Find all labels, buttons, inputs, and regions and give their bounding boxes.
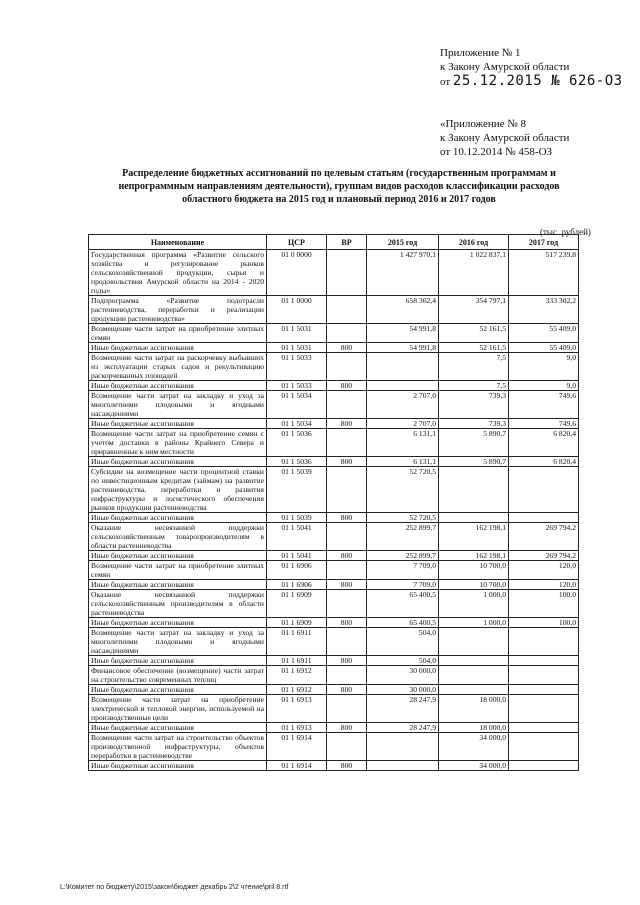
table-row (89, 695, 579, 723)
row-name-cell: Иные бюджетные ассигнования (89, 551, 267, 561)
row-name-cell: Финансовое обеспечение (возмещение) части затрат на строительство современных теплиц (89, 666, 267, 685)
table-row (89, 523, 579, 551)
row-2016-cell: 34 000,0 (439, 733, 509, 761)
row-2015-cell (367, 353, 439, 381)
row-csr-cell: 01 1 6913 (267, 695, 327, 723)
row-2015-cell (367, 733, 439, 761)
table-row (89, 250, 579, 296)
row-vr-cell: 800 (327, 723, 367, 733)
row-2016-cell: 739,3 (439, 391, 509, 419)
row-name-cell: Оказание несвязанной поддержки сельскохозяйственным производителям в области растениеводства (89, 590, 267, 618)
row-2016-cell: 5 890,7 (439, 429, 509, 457)
column-header-vr: ВР (327, 235, 367, 250)
row-2015-cell: 2 707,0 (367, 391, 439, 419)
row-vr-cell (327, 590, 367, 618)
row-vr-cell (327, 666, 367, 685)
row-name-cell: Иные бюджетные ассигнования (89, 513, 267, 523)
column-header-csr: ЦСР (267, 235, 327, 250)
appendix-8-title: «Приложение № 8 (440, 118, 527, 130)
row-csr-cell: 01 1 5041 (267, 523, 327, 551)
row-name-cell: Иные бюджетные ассигнования (89, 618, 267, 628)
row-csr-cell: 01 1 5033 (267, 353, 327, 381)
row-name-cell: Иные бюджетные ассигнования (89, 381, 267, 391)
law-reference-2: к Закону Амурской области (440, 132, 570, 144)
row-name-cell: Государственная программа «Развитие сельского хозяйства и регулирование рынков сельскохозяйственной продукции, сырья и продовольствия Амурской области на 2014 - 2020 годы» (89, 250, 267, 296)
row-vr-cell: 800 (327, 381, 367, 391)
row-2016-cell (439, 628, 509, 656)
row-name-cell: Подпрограмма «Развитие подотрасли растениеводства, переработки и реализации продукции растениеводства» (89, 296, 267, 324)
row-name-cell: Иные бюджетные ассигнования (89, 419, 267, 429)
row-csr-cell: 01 1 5036 (267, 457, 327, 467)
row-2017-cell (509, 695, 579, 723)
row-name-cell: Оказание несвязанной поддержки сельскохозяйственным товаропроизводителям в области растениеводства (89, 523, 267, 551)
table-row (89, 513, 579, 523)
row-2017-cell (509, 761, 579, 771)
table-row (89, 324, 579, 343)
table-row (89, 296, 579, 324)
appendix-1-title: Приложение № 1 (440, 47, 521, 59)
row-csr-cell: 01 0 0000 (267, 250, 327, 296)
unit-label: (тыс. рублей) (540, 227, 591, 237)
row-2017-cell: 120,0 (509, 580, 579, 590)
row-2016-cell: 10 700,0 (439, 561, 509, 580)
row-name-cell: Иные бюджетные ассигнования (89, 457, 267, 467)
row-2017-cell (509, 656, 579, 666)
row-csr-cell: 01 1 5036 (267, 429, 327, 457)
column-header-name: Наименование (89, 235, 267, 250)
row-vr-cell: 800 (327, 419, 367, 429)
row-csr-cell: 01 1 6914 (267, 733, 327, 761)
row-name-cell: Возмещение части затрат на приобретение электрической и тепловой энергии, используемой на производственные цели (89, 695, 267, 723)
table-row (89, 551, 579, 561)
row-name-cell: Иные бюджетные ассигнования (89, 580, 267, 590)
row-2016-cell (439, 685, 509, 695)
row-csr-cell: 01 1 6913 (267, 723, 327, 733)
row-2016-cell: 52 161,5 (439, 324, 509, 343)
row-2015-cell: 6 131,1 (367, 429, 439, 457)
row-csr-cell: 01 1 5039 (267, 467, 327, 513)
row-2017-cell: 333 302,2 (509, 296, 579, 324)
column-header-2016: 2016 год (439, 235, 509, 250)
row-2015-cell: 30 000,0 (367, 666, 439, 685)
row-vr-cell (327, 250, 367, 296)
row-name-cell: Возмещение части затрат на раскорчевку выбывших из эксплуатации старых садов и рекультивацию раскорчеванных площадей (89, 353, 267, 381)
row-2015-cell (367, 381, 439, 391)
row-vr-cell (327, 467, 367, 513)
row-name-cell: Возмещение части затрат на закладку и уход за многолетними плодовыми и ягодными насаждениями (89, 391, 267, 419)
row-2016-cell: 18 000,0 (439, 723, 509, 733)
row-2017-cell (509, 723, 579, 733)
row-2015-cell: 504,0 (367, 628, 439, 656)
row-2016-cell: 354 797,1 (439, 296, 509, 324)
row-2016-cell: 10 700,0 (439, 580, 509, 590)
row-csr-cell: 01 1 5033 (267, 381, 327, 391)
row-name-cell: Возмещение части затрат на приобретение элитных семян (89, 561, 267, 580)
row-name-cell: Возмещение части затрат на приобретение элитных семян (89, 324, 267, 343)
row-2016-cell: 739,3 (439, 419, 509, 429)
row-2016-cell: 52 161,5 (439, 343, 509, 353)
row-2017-cell: 749,6 (509, 419, 579, 429)
row-2015-cell (367, 761, 439, 771)
row-2015-cell: 52 720,5 (367, 513, 439, 523)
header-block-appendix-8 (440, 117, 569, 159)
row-2016-cell: 1 000,0 (439, 590, 509, 618)
row-vr-cell (327, 296, 367, 324)
row-2017-cell: 517 239,8 (509, 250, 579, 296)
budget-table (88, 234, 579, 771)
table-row (89, 391, 579, 419)
row-2016-cell: 1 000,0 (439, 618, 509, 628)
row-vr-cell: 800 (327, 343, 367, 353)
row-vr-cell (327, 324, 367, 343)
row-2017-cell: 9,0 (509, 353, 579, 381)
row-2017-cell (509, 628, 579, 656)
row-2016-cell: 162 198,1 (439, 551, 509, 561)
table-row (89, 561, 579, 580)
row-name-cell: Субсидии на возмещение части процентной ставки по инвестиционным кредитам (займам) на развитие растениеводства, переработки и развития инфраструктуры и логистического обеспечения рынков продукции растениеводства (89, 467, 267, 513)
row-2016-cell (439, 467, 509, 513)
row-name-cell: Возмещение части затрат на приобретение семян с учетом доставки в районы Крайнего Севера и приравненные к ним местности (89, 429, 267, 457)
row-vr-cell (327, 733, 367, 761)
row-2016-cell: 7,5 (439, 381, 509, 391)
row-csr-cell: 01 1 6906 (267, 561, 327, 580)
row-2017-cell: 100,0 (509, 618, 579, 628)
row-2016-cell (439, 656, 509, 666)
row-vr-cell: 800 (327, 551, 367, 561)
row-name-cell: Иные бюджетные ассигнования (89, 685, 267, 695)
row-vr-cell (327, 353, 367, 381)
row-2015-cell: 6 131,1 (367, 457, 439, 467)
row-2017-cell: 749,6 (509, 391, 579, 419)
law-date-2: от 10.12.2014 № 458-ОЗ (440, 146, 553, 158)
row-2015-cell: 7 709,0 (367, 580, 439, 590)
row-vr-cell (327, 391, 367, 419)
row-2017-cell (509, 685, 579, 695)
header-block-appendix-1 (440, 46, 623, 89)
row-2015-cell: 2 707,0 (367, 419, 439, 429)
row-2016-cell: 18 000,0 (439, 695, 509, 723)
row-vr-cell (327, 523, 367, 551)
row-2016-cell: 7,5 (439, 353, 509, 381)
row-2015-cell: 52 720,5 (367, 467, 439, 513)
row-2017-cell (509, 513, 579, 523)
law-date-1 (440, 74, 623, 89)
table-row (89, 580, 579, 590)
table-row (89, 628, 579, 656)
row-csr-cell: 01 1 6909 (267, 618, 327, 628)
table-row (89, 761, 579, 771)
row-csr-cell: 01 1 6911 (267, 656, 327, 666)
table-row (89, 429, 579, 457)
table-row (89, 666, 579, 685)
row-csr-cell: 01 1 0000 (267, 296, 327, 324)
row-2015-cell: 28 247,9 (367, 723, 439, 733)
table-row (89, 685, 579, 695)
row-2017-cell: 6 820,4 (509, 429, 579, 457)
row-2016-cell: 5 890,7 (439, 457, 509, 467)
row-name-cell: Иные бюджетные ассигнования (89, 723, 267, 733)
row-vr-cell: 800 (327, 685, 367, 695)
row-csr-cell: 01 1 5031 (267, 343, 327, 353)
row-vr-cell: 800 (327, 761, 367, 771)
row-csr-cell: 01 1 5031 (267, 324, 327, 343)
law-reference-1: к Закону Амурской области (440, 61, 570, 73)
law-date-number: 25.12.2015 № 626-ОЗ (452, 73, 623, 89)
row-2017-cell: 9,0 (509, 381, 579, 391)
row-csr-cell: 01 1 5034 (267, 419, 327, 429)
column-header-2015: 2015 год (367, 235, 439, 250)
table-row (89, 656, 579, 666)
row-vr-cell (327, 561, 367, 580)
row-2015-cell: 30 000,0 (367, 685, 439, 695)
row-2017-cell: 6 820,4 (509, 457, 579, 467)
table-row (89, 590, 579, 618)
row-vr-cell: 800 (327, 618, 367, 628)
row-vr-cell: 800 (327, 580, 367, 590)
row-name-cell: Возмещение части затрат на строительство объектов производственной инфраструктуры, объектов переработки в растениеводстве (89, 733, 267, 761)
row-2016-cell: 1 022 837,1 (439, 250, 509, 296)
row-vr-cell: 800 (327, 656, 367, 666)
row-csr-cell: 01 1 6909 (267, 590, 327, 618)
column-header-2017: 2017 год (509, 235, 579, 250)
table-row (89, 419, 579, 429)
row-2017-cell: 55 409,0 (509, 343, 579, 353)
row-csr-cell: 01 1 6906 (267, 580, 327, 590)
row-2015-cell: 65 400,5 (367, 590, 439, 618)
row-vr-cell (327, 628, 367, 656)
row-2015-cell: 504,0 (367, 656, 439, 666)
row-2017-cell: 120,0 (509, 561, 579, 580)
row-2015-cell: 7 709,0 (367, 561, 439, 580)
row-2017-cell: 100,0 (509, 590, 579, 618)
row-2017-cell: 269 794,2 (509, 523, 579, 551)
row-vr-cell: 800 (327, 457, 367, 467)
table-body (89, 250, 579, 771)
row-vr-cell (327, 429, 367, 457)
date-prefix: от (440, 76, 451, 88)
row-csr-cell: 01 1 5039 (267, 513, 327, 523)
row-2017-cell (509, 467, 579, 513)
row-2015-cell: 54 991,8 (367, 343, 439, 353)
row-csr-cell: 01 1 5034 (267, 391, 327, 419)
row-2017-cell (509, 666, 579, 685)
row-2015-cell: 658 362,4 (367, 296, 439, 324)
row-2015-cell: 28 247,9 (367, 695, 439, 723)
document-title: Распределение бюджетных ассигнований по целевым статьям (государственным программам и непрограммным направлениям деятельности), группам видов расходов классификации расходов областного бюджета на 2015 год и плановый период 2016 и 2017 годов (118, 168, 560, 205)
row-2015-cell: 1 427 970,1 (367, 250, 439, 296)
row-2016-cell (439, 666, 509, 685)
row-2017-cell: 269 794,2 (509, 551, 579, 561)
row-2017-cell: 55 409,0 (509, 324, 579, 343)
table-row (89, 723, 579, 733)
file-path-footer: L:\Комитет по бюджету\2015\закон\бюджет декабрь 2\2 чтение\pril 8.rtf (60, 884, 289, 891)
row-csr-cell: 01 1 6914 (267, 761, 327, 771)
row-name-cell: Возмещение части затрат на закладку и уход за многолетними плодовыми и ягодными насаждениями (89, 628, 267, 656)
row-csr-cell: 01 1 5041 (267, 551, 327, 561)
row-2016-cell (439, 513, 509, 523)
row-2015-cell: 252 899,7 (367, 551, 439, 561)
row-2015-cell: 54 991,8 (367, 324, 439, 343)
row-vr-cell (327, 695, 367, 723)
table-row (89, 457, 579, 467)
row-csr-cell: 01 1 6912 (267, 666, 327, 685)
row-csr-cell: 01 1 6911 (267, 628, 327, 656)
table-row (89, 618, 579, 628)
row-name-cell: Иные бюджетные ассигнования (89, 656, 267, 666)
table-row (89, 343, 579, 353)
row-2015-cell: 252 899,7 (367, 523, 439, 551)
table-header-row (89, 235, 579, 250)
row-csr-cell: 01 1 6912 (267, 685, 327, 695)
row-2016-cell: 162 198,1 (439, 523, 509, 551)
table-row (89, 353, 579, 381)
row-name-cell: Иные бюджетные ассигнования (89, 761, 267, 771)
row-2017-cell (509, 733, 579, 761)
row-2016-cell: 34 000,0 (439, 761, 509, 771)
row-name-cell: Иные бюджетные ассигнования (89, 343, 267, 353)
row-2015-cell: 65 400,5 (367, 618, 439, 628)
table-row (89, 381, 579, 391)
table-row (89, 733, 579, 761)
table-row (89, 467, 579, 513)
row-vr-cell: 800 (327, 513, 367, 523)
